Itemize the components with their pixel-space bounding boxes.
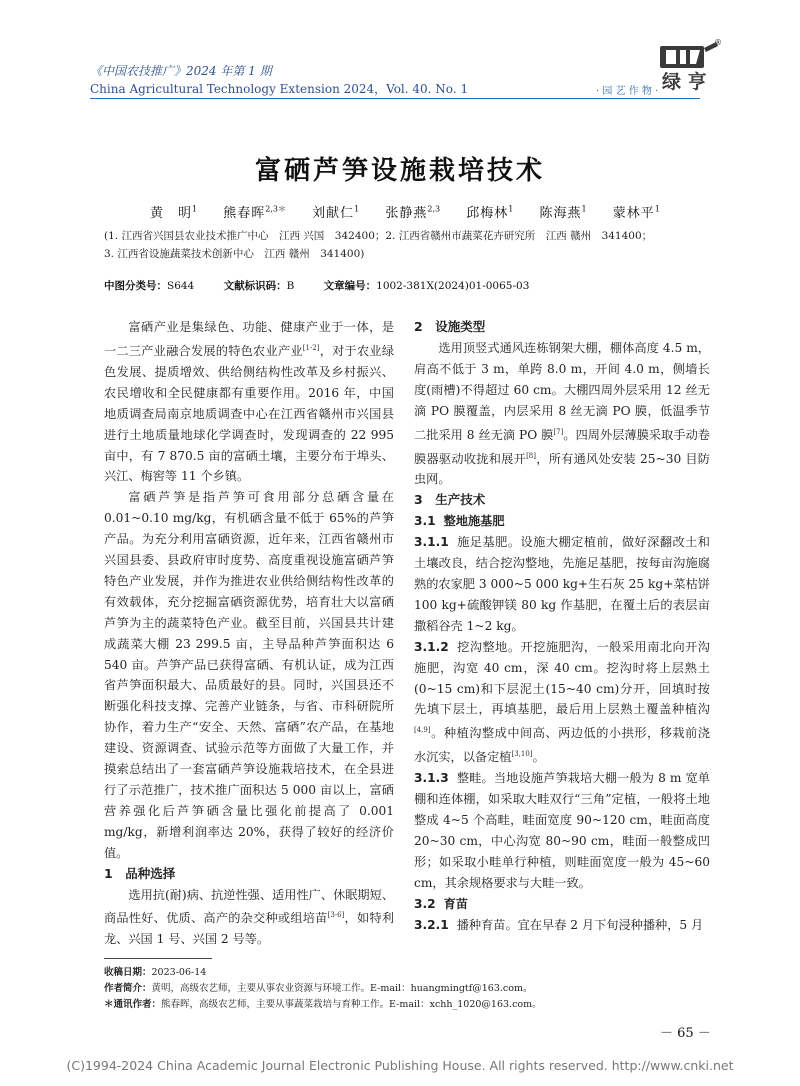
publisher-logo [652, 36, 732, 94]
subsection-heading: 3.1 整地施基肥 [414, 514, 505, 529]
paragraph: 3.2.1 播种育苗。宜在早春 2 月下旬浸种播种，5 月 [414, 917, 704, 932]
header-rule [90, 98, 700, 99]
footnote-rule [104, 958, 212, 959]
left-column [104, 317, 394, 950]
subsection-heading: 3.2 育苗 [414, 896, 468, 911]
footnote-received: 收稿日期：2023-06-14 [104, 967, 207, 978]
section-label: · 园 艺 作 物 · [596, 86, 659, 97]
paragraph: 3.1.2 挖沟整地。开挖施肥沟，一般采用南北向开沟施肥，沟宽 40 cm，深 40 cm。挖沟时将上层熟土(0~15 cm)和下层泥土(15~40 cm)分开，回填时按先填下层土，再填基肥，最后用上层熟土覆盖种植沟[4,9]。种植沟整成中间高、两边低的小拱形，移栽前浇水沉实，以备定植[3,10]。 [414, 639, 710, 765]
journal-title-en: China Agricultural Technology Extension 2024，Vol. 40. No. 1 [90, 82, 469, 96]
author: 张静燕$^{2,3}$ [385, 204, 441, 221]
paragraph: 3.1.3 整畦。当地设施芦笋栽培大棚一般为 8 m 宽单棚和连体棚，如采取大畦双行“三角”定植，一般将土地整成 4~5 个高畦，畦面宽度 90~120 cm，畦面高度 20~30 cm，中心沟宽 80~90 cm，畦面一般整成凹形；如采取小畦单行种植，则畦面宽度一般为 45~60 cm，其余规格要求与大畦一致。 [414, 771, 710, 890]
paragraph: 选用顶竖式通风连栋钢架大棚，棚体高度 4.5 m，肩高不低于 3 m，单跨 8.0 m，开间 4.0 m，侧墙长度(雨槽)不得超过 60 cm。大棚四周外层采用 12 丝无滴 PO 膜覆盖，内层采用 8 丝无滴 PO 膜，低温季节二批采用 8 丝无滴 PO 膜[7]。四周外层薄膜采取手动卷膜器驱动收拢和展开[8]，所有通风处安装 25~30 目防虫网。 [414, 340, 710, 487]
footnote-corresponding: ＊通讯作者：熊春晖，高级农艺师，主要从事蔬菜栽培与育种工作。E-mail：xchh_1020@163.com。 [104, 999, 542, 1010]
author-list [150, 202, 682, 221]
footnote-author: 作者简介：黄明，高级农艺师，主要从事农业资源与环境工作。E-mail：huangmingtf@163.com。 [104, 983, 533, 994]
author: 邱梅林$^1$ [466, 204, 514, 221]
affiliation-line: (1. 江西省兴国县农业技术推广中心 江西 兴国 342400；2. 江西省赣州市蔬菜花卉研究所 江西 赣州 341400； [104, 230, 653, 242]
paragraph: 富硒芦笋是指芦笋可食用部分总硒含量在 0.01~0.10 mg/kg，有机硒含量不低于 65%的芦笋产品。为充分利用富硒资源，近年来，江西省赣州市兴国县委、县政府审时度势、高度重视设施富硒芦笋特色产业发展，并作为推进农业供给侧结构性改革的有效载体，充分挖掘富硒资源优势，培育壮大以富硒芦笋为主的蔬菜特色产业。截至目前，兴国县共计建成蔬菜大棚 23 299.5 亩，主导品种芦笋面积达 6 540 亩。芦笋产品已获得富硒、有机认证，成为江西省芦笋面积最大、品质最好的县。同时，兴国县还不断强化科技支撑、完善产业链条，与省、市科研院所协作，着力生产“安全、天然、富硒”农产品，在基地建设、资源调查、试验示范等方面做了大量工作，并摸索总结出了一套富硒芦笋设施栽培技术，在全县进行了示范推广，技术推广面积达 5 000 亩以上，富硒营养强化后芦笋硒含量比强化前提高了 0.001 mg/kg，新增利润率达 20%，获得了较好的经济价值。 [104, 490, 394, 860]
paragraph: 选用抗(耐)病、抗逆性强、适用性广、休眠期短、商品性好、优质、高产的杂交种或组培苗[3-6]，如特利龙、兴国 1 号、兴国 2 号等。 [104, 887, 395, 947]
section-heading: 3 生产技术 [414, 492, 486, 508]
author: 陈海燕$^1$ [539, 204, 587, 221]
author: 黄 明$^1$ [150, 204, 198, 221]
logo-text: 绿 亨 [662, 71, 707, 93]
section-heading: 1 品种选择 [104, 865, 176, 881]
section-heading: 2 设施类型 [414, 319, 486, 334]
author: 刘献仁$^1$ [312, 204, 360, 221]
article-title: 富硒芦笋设施栽培技术 [254, 156, 545, 186]
registered-mark: ® [714, 38, 722, 47]
journal-title-cn: 《中国农技推广》2024 年第 1 期 [90, 64, 272, 78]
author: 熊春晖$^{2,3*}$ [223, 204, 286, 221]
page-number: － 65 － [660, 1026, 711, 1041]
paragraph: 富硒产业是集绿色、功能、健康产业于一体，是一二三产业融合发展的特色农业产业[1-2]，对于农业绿色发展、提质增效、供给侧结构性改革及乡村振兴、农民增收和全民健康都有重要作用。2016 年，中国地质调查局南京地质调查中心在江西省赣州市兴国县进行土地质量地球化学调查时，发现调查的 22 995 亩中，有 7 870.5 亩的富硒土壤，主要分布于埠头、兴江、梅窖等 11 个乡镇。 [104, 320, 395, 484]
right-column [414, 317, 710, 936]
affiliation-line: 3. 江西省设施蔬菜技术创新中心 江西 赣州 341400) [104, 248, 365, 260]
article-meta: 中图分类号：S644 文献标识码：B 文章编号：1002-381X(2024)01-0065-03 [104, 280, 530, 292]
author: 蒙林平$^1$ [612, 204, 660, 221]
paragraph: 3.1.1 施足基肥。设施大棚定植前，做好深翻改土和土壤改良，结合挖沟整地，先施足基肥，按每亩沟施腐熟的农家肥 3 000~5 000 kg+生石灰 25 kg+菜枯饼 100 kg+硫酸钾镁 80 kg 作基肥，在覆土后的表层亩撒稻谷壳 1~2 kg。 [414, 535, 710, 633]
copyright-notice: (C)1994-2024 China Academic Journal Electronic Publishing House. All rights reserved. http://www.cnki.net [66, 1058, 734, 1073]
